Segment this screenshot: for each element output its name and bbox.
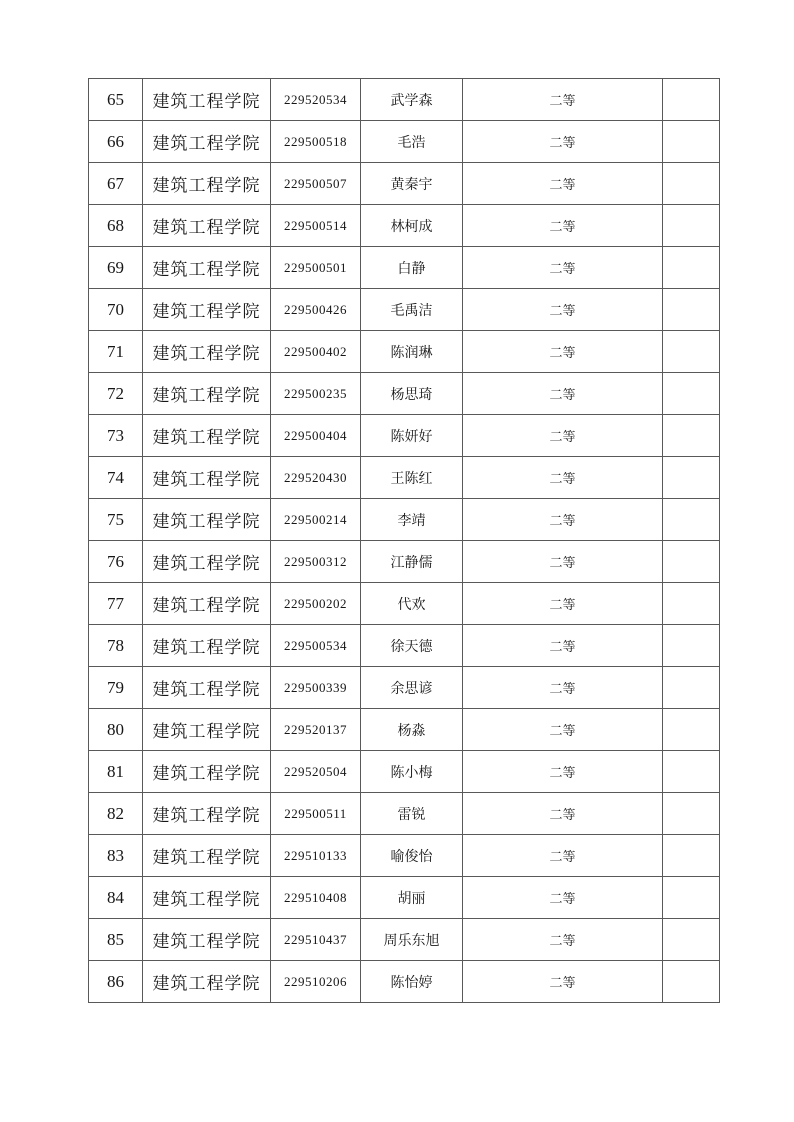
award-level: 二等 — [463, 121, 663, 163]
student-id: 229500426 — [271, 289, 361, 331]
remark — [663, 499, 720, 541]
student-id: 229520430 — [271, 457, 361, 499]
student-id: 229500214 — [271, 499, 361, 541]
row-number: 85 — [89, 919, 143, 961]
college-name: 建筑工程学院 — [143, 415, 271, 457]
row-number: 75 — [89, 499, 143, 541]
remark — [663, 121, 720, 163]
remark — [663, 877, 720, 919]
student-name: 白静 — [361, 247, 463, 289]
table-row — [89, 541, 720, 583]
remark — [663, 751, 720, 793]
remark — [663, 961, 720, 1003]
remark — [663, 625, 720, 667]
row-number: 74 — [89, 457, 143, 499]
college-name: 建筑工程学院 — [143, 793, 271, 835]
college-name: 建筑工程学院 — [143, 583, 271, 625]
remark — [663, 163, 720, 205]
student-id: 229500511 — [271, 793, 361, 835]
college-name: 建筑工程学院 — [143, 667, 271, 709]
college-name: 建筑工程学院 — [143, 289, 271, 331]
college-name: 建筑工程学院 — [143, 163, 271, 205]
student-id: 229500534 — [271, 625, 361, 667]
table-row — [89, 835, 720, 877]
award-level: 二等 — [463, 625, 663, 667]
award-level: 二等 — [463, 667, 663, 709]
row-number: 80 — [89, 709, 143, 751]
award-list-table — [88, 78, 720, 1003]
college-name: 建筑工程学院 — [143, 205, 271, 247]
student-name: 周乐东旭 — [361, 919, 463, 961]
row-number: 86 — [89, 961, 143, 1003]
table-row — [89, 877, 720, 919]
student-id: 229500404 — [271, 415, 361, 457]
student-id: 229520504 — [271, 751, 361, 793]
student-name: 武学森 — [361, 79, 463, 121]
row-number: 84 — [89, 877, 143, 919]
remark — [663, 415, 720, 457]
student-id: 229500339 — [271, 667, 361, 709]
award-level: 二等 — [463, 415, 663, 457]
award-level: 二等 — [463, 919, 663, 961]
award-level: 二等 — [463, 205, 663, 247]
row-number: 77 — [89, 583, 143, 625]
college-name: 建筑工程学院 — [143, 373, 271, 415]
student-id: 229510437 — [271, 919, 361, 961]
student-name: 杨淼 — [361, 709, 463, 751]
college-name: 建筑工程学院 — [143, 247, 271, 289]
student-name: 陈妍好 — [361, 415, 463, 457]
college-name: 建筑工程学院 — [143, 709, 271, 751]
award-level: 二等 — [463, 793, 663, 835]
remark — [663, 205, 720, 247]
student-name: 雷锐 — [361, 793, 463, 835]
award-level: 二等 — [463, 499, 663, 541]
student-name: 李靖 — [361, 499, 463, 541]
student-id: 229510206 — [271, 961, 361, 1003]
table-row — [89, 163, 720, 205]
row-number: 79 — [89, 667, 143, 709]
row-number: 83 — [89, 835, 143, 877]
table-row — [89, 919, 720, 961]
remark — [663, 919, 720, 961]
student-name: 陈润琳 — [361, 331, 463, 373]
table-row — [89, 457, 720, 499]
table-row — [89, 499, 720, 541]
row-number: 82 — [89, 793, 143, 835]
college-name: 建筑工程学院 — [143, 751, 271, 793]
student-name: 代欢 — [361, 583, 463, 625]
remark — [663, 667, 720, 709]
student-name: 陈小梅 — [361, 751, 463, 793]
award-level: 二等 — [463, 541, 663, 583]
remark — [663, 709, 720, 751]
college-name: 建筑工程学院 — [143, 121, 271, 163]
remark — [663, 457, 720, 499]
row-number: 65 — [89, 79, 143, 121]
remark — [663, 331, 720, 373]
student-id: 229500402 — [271, 331, 361, 373]
student-name: 江静儒 — [361, 541, 463, 583]
row-number: 66 — [89, 121, 143, 163]
college-name: 建筑工程学院 — [143, 457, 271, 499]
student-id: 229510133 — [271, 835, 361, 877]
award-level: 二等 — [463, 457, 663, 499]
award-level: 二等 — [463, 247, 663, 289]
row-number: 73 — [89, 415, 143, 457]
table-row — [89, 247, 720, 289]
remark — [663, 289, 720, 331]
remark — [663, 793, 720, 835]
student-id: 229520534 — [271, 79, 361, 121]
college-name: 建筑工程学院 — [143, 541, 271, 583]
table-row — [89, 709, 720, 751]
college-name: 建筑工程学院 — [143, 79, 271, 121]
student-id: 229500518 — [271, 121, 361, 163]
award-level: 二等 — [463, 163, 663, 205]
table-row — [89, 667, 720, 709]
remark — [663, 583, 720, 625]
student-name: 杨思琦 — [361, 373, 463, 415]
award-table-body — [89, 79, 720, 1003]
row-number: 69 — [89, 247, 143, 289]
remark — [663, 541, 720, 583]
college-name: 建筑工程学院 — [143, 877, 271, 919]
table-row — [89, 415, 720, 457]
remark — [663, 79, 720, 121]
student-name: 毛禹洁 — [361, 289, 463, 331]
award-level: 二等 — [463, 289, 663, 331]
student-name: 黄秦宇 — [361, 163, 463, 205]
student-id: 229500312 — [271, 541, 361, 583]
row-number: 76 — [89, 541, 143, 583]
student-name: 王陈红 — [361, 457, 463, 499]
student-id: 229510408 — [271, 877, 361, 919]
college-name: 建筑工程学院 — [143, 919, 271, 961]
student-id: 229500202 — [271, 583, 361, 625]
student-id: 229500514 — [271, 205, 361, 247]
row-number: 68 — [89, 205, 143, 247]
college-name: 建筑工程学院 — [143, 835, 271, 877]
award-level: 二等 — [463, 961, 663, 1003]
student-id: 229520137 — [271, 709, 361, 751]
award-level: 二等 — [463, 877, 663, 919]
student-name: 余思谚 — [361, 667, 463, 709]
table-row — [89, 121, 720, 163]
row-number: 72 — [89, 373, 143, 415]
college-name: 建筑工程学院 — [143, 961, 271, 1003]
table-row — [89, 961, 720, 1003]
remark — [663, 835, 720, 877]
student-name: 林柯成 — [361, 205, 463, 247]
college-name: 建筑工程学院 — [143, 499, 271, 541]
remark — [663, 247, 720, 289]
table-row — [89, 79, 720, 121]
award-level: 二等 — [463, 835, 663, 877]
award-level: 二等 — [463, 709, 663, 751]
table-row — [89, 583, 720, 625]
row-number: 78 — [89, 625, 143, 667]
table-row — [89, 289, 720, 331]
student-name: 陈怡婷 — [361, 961, 463, 1003]
row-number: 70 — [89, 289, 143, 331]
table-row — [89, 205, 720, 247]
college-name: 建筑工程学院 — [143, 331, 271, 373]
student-name: 徐天德 — [361, 625, 463, 667]
row-number: 67 — [89, 163, 143, 205]
table-row — [89, 751, 720, 793]
row-number: 81 — [89, 751, 143, 793]
student-id: 229500507 — [271, 163, 361, 205]
student-id: 229500501 — [271, 247, 361, 289]
award-level: 二等 — [463, 751, 663, 793]
table-row — [89, 373, 720, 415]
student-id: 229500235 — [271, 373, 361, 415]
award-level: 二等 — [463, 79, 663, 121]
row-number: 71 — [89, 331, 143, 373]
remark — [663, 373, 720, 415]
student-name: 胡丽 — [361, 877, 463, 919]
table-row — [89, 793, 720, 835]
award-level: 二等 — [463, 331, 663, 373]
student-name: 毛浩 — [361, 121, 463, 163]
student-name: 喻俊怡 — [361, 835, 463, 877]
table-row — [89, 625, 720, 667]
table-row — [89, 331, 720, 373]
college-name: 建筑工程学院 — [143, 625, 271, 667]
award-level: 二等 — [463, 583, 663, 625]
award-level: 二等 — [463, 373, 663, 415]
